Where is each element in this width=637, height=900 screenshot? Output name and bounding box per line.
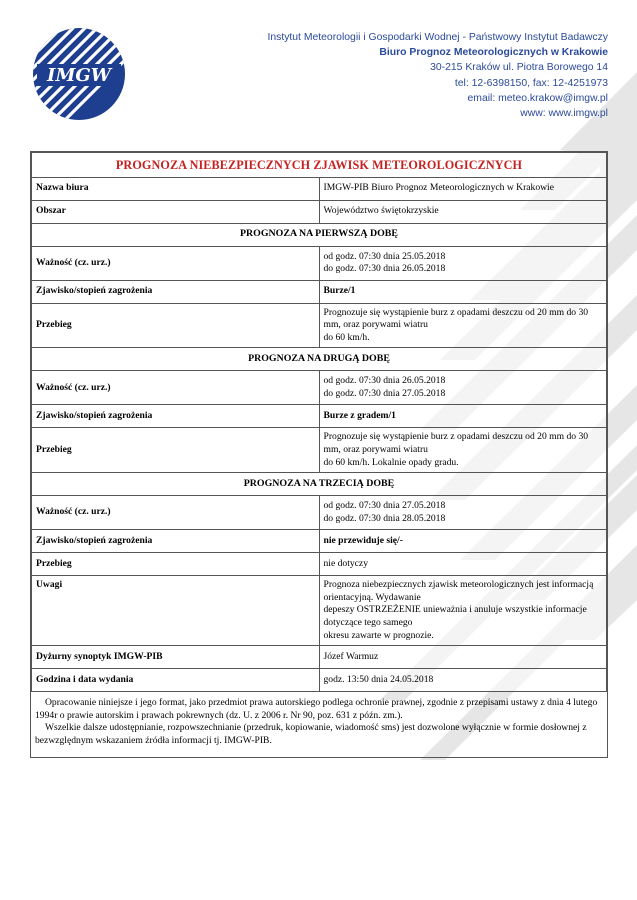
- day3-validity-label: Ważność (cz. urz.): [32, 496, 320, 530]
- day1-phenomenon-label: Zjawisko/stopień zagrożenia: [32, 280, 320, 303]
- day1-validity-from: od godz. 07:30 dnia 25.05.2018: [323, 250, 446, 262]
- day3-phenomenon-label: Zjawisko/stopień zagrożenia: [32, 530, 320, 553]
- office-label: Nazwa biura: [32, 177, 320, 200]
- forecast-document: [30, 151, 608, 758]
- remarks-line1: Prognoza niebezpiecznych zjawisk meteorologicznych jest informacją orientacyjną. Wydawanie: [323, 579, 594, 603]
- duty-forecaster-value: Józef Warmuz: [319, 646, 607, 669]
- day1-phenomenon-value: Burze/1: [319, 280, 607, 303]
- day1-course-value: [319, 303, 607, 348]
- day2-validity-to: do godz. 07:30 dnia 27.05.2018: [323, 387, 446, 399]
- area-label: Obszar: [32, 200, 320, 223]
- day3-validity-to: do godz. 07:30 dnia 28.05.2018: [323, 512, 446, 524]
- day2-course-line1: Prognozuje się wystąpienie burz z opadami deszczu od 20 mm do 30 mm, oraz porywami wiatru: [323, 431, 589, 455]
- duty-forecaster-label: Dyżurny synoptyk IMGW-PIB: [32, 646, 320, 669]
- day2-course-value: [319, 428, 607, 473]
- address: 30-215 Kraków ul. Piotra Borowego 14: [430, 62, 608, 74]
- imgw-logo: [31, 26, 127, 122]
- remarks-line3: okresu zawarte w prognozie.: [323, 629, 434, 641]
- website: www: www.imgw.pl: [520, 108, 608, 120]
- day3-heading: PROGNOZA NA TRZECIĄ DOBĘ: [32, 473, 607, 496]
- bureau-name: Biuro Prognoz Meteorologicznych w Krakowie: [379, 47, 608, 59]
- letterhead: [0, 0, 637, 130]
- issued-value: godz. 13:50 dnia 24.05.2018: [319, 669, 607, 692]
- day2-phenomenon-label: Zjawisko/stopień zagrożenia: [32, 405, 320, 428]
- copyright-note: [31, 692, 607, 756]
- document-title: PROGNOZA NIEBEZPIECZNYCH ZJAWISK METEOROLOGICZNYCH: [32, 153, 607, 178]
- day3-validity-value: [319, 496, 607, 530]
- institute-name: Instytut Meteorologii i Gospodarki Wodnej - Państwowy Instytut Badawczy: [267, 32, 608, 43]
- institute-contact: [267, 30, 608, 121]
- day3-validity-from: od godz. 07:30 dnia 27.05.2018: [323, 500, 446, 512]
- day1-course-line2: do 60 km/h.: [323, 331, 370, 343]
- remarks-value: [319, 576, 607, 646]
- day1-validity-label: Ważność (cz. urz.): [32, 246, 320, 280]
- day3-course-label: Przebieg: [32, 553, 320, 576]
- copyright-paragraph-1: Opracowanie niniejsze i jego format, jako przedmiot prawa autorskiego podlega ochronie prawnej, zgodnie z przepisami ustawy z dnia 4 lutego 1994r o prawie autorskim i prawach pokrewnych (dz. U. z 2006 r. Nr 90, poz. 631 z późn. zm.).: [35, 697, 598, 721]
- day2-course-line2: do 60 km/h. Lokalnie opady gradu.: [323, 456, 459, 468]
- day3-course-value: nie dotyczy: [319, 553, 607, 576]
- logo-lettering: IMGW: [47, 65, 111, 86]
- day3-phenomenon-value: nie przewiduje się/-: [319, 530, 607, 553]
- day2-validity-value: [319, 371, 607, 405]
- forecast-table: [31, 152, 607, 692]
- day2-validity-from: od godz. 07:30 dnia 26.05.2018: [323, 375, 446, 387]
- remarks-label: Uwagi: [32, 576, 320, 646]
- day2-heading: PROGNOZA NA DRUGĄ DOBĘ: [32, 348, 607, 371]
- day2-validity-label: Ważność (cz. urz.): [32, 371, 320, 405]
- day1-heading: PROGNOZA NA PIERWSZĄ DOBĘ: [32, 223, 607, 246]
- day1-course-label: Przebieg: [32, 303, 320, 348]
- day1-validity-to: do godz. 07:30 dnia 26.05.2018: [323, 263, 446, 275]
- office-value: IMGW-PIB Biuro Prognoz Meteorologicznych w Krakowie: [319, 177, 607, 200]
- email: email: meteo.krakow@imgw.pl: [467, 92, 608, 104]
- area-value: Województwo świętokrzyskie: [319, 200, 607, 223]
- day2-phenomenon-value: Burze z gradem/1: [319, 405, 607, 428]
- copyright-paragraph-2: Wszelkie dalsze udostępnianie, rozpowszechnianie (przedruk, kopiowanie, wiadomość sms) jest dozwolone wyłącznie w formie dosłownej z bezwzględnym wskazaniem źródła informacji tj. IMGW-PIB.: [35, 722, 587, 746]
- day1-course-line1: Prognozuje się wystąpienie burz z opadami deszczu od 20 mm do 30 mm, oraz porywami wiatru: [323, 306, 589, 331]
- phone-fax: tel: 12-6398150, fax: 12-4251973: [454, 77, 608, 89]
- remarks-line2: depeszy OSTRZEŻENIE unieważnia i anuluje wszystkie informacje dotyczące tego samego: [323, 604, 587, 628]
- issued-label: Godzina i data wydania: [32, 669, 320, 692]
- day2-course-label: Przebieg: [32, 428, 320, 473]
- day1-validity-value: [319, 246, 607, 280]
